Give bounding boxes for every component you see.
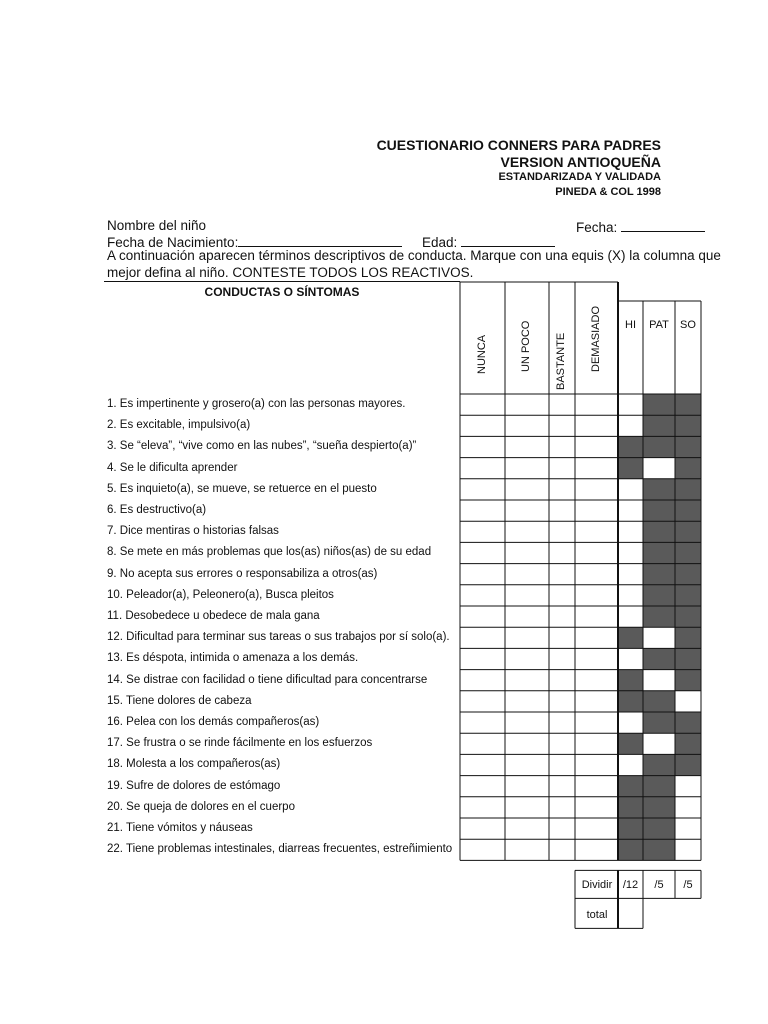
- divisor-col-so: /5: [683, 879, 693, 892]
- shaded-cell: [675, 648, 701, 669]
- item-row: 12. Dificultad para terminar sus tareas o sus trabajos por sí solo(a).: [107, 631, 450, 644]
- shaded-cell: [618, 776, 643, 797]
- item-row: 2. Es excitable, impulsivo(a): [107, 419, 251, 432]
- instructions-line-1: A continuación aparecen términos descriptivos de conducta. Marque con una equis (X) la columna que: [107, 248, 721, 263]
- shaded-cell: [618, 670, 643, 691]
- item-row: 11. Desobedece u obedece de mala gana: [107, 610, 320, 622]
- col-un-poco-header: UN POCO: [520, 320, 532, 372]
- shaded-cell: [643, 712, 675, 733]
- total-label: total: [586, 909, 608, 922]
- shaded-cell: [675, 712, 701, 733]
- item-row: 1. Es impertinente y grosero(a) con las personas mayores.: [107, 398, 406, 410]
- item-row: 5. Es inquieto(a), se mueve, se retuerce en el puesto: [107, 482, 377, 495]
- shaded-cell: [675, 733, 701, 754]
- shaded-cell: [618, 818, 643, 839]
- shaded-cell: [643, 606, 675, 627]
- col-so-header: SO: [680, 319, 696, 331]
- shaded-cell: [643, 394, 675, 415]
- shaded-cell: [675, 564, 701, 585]
- divisor-col-pat: /5: [654, 879, 664, 892]
- item-row: 20. Se queja de dolores en el cuerpo: [107, 800, 295, 813]
- shaded-cell: [618, 797, 643, 818]
- item-row: 17. Se frustra o se rinde fácilmente en los esfuerzos: [107, 737, 373, 750]
- shaded-cell: [643, 500, 675, 521]
- shaded-cell: [618, 458, 643, 479]
- shaded-cell: [618, 436, 643, 457]
- instructions-line-2: mejor defina al niño. CONTESTE TODOS LOS REACTIVOS.: [107, 265, 474, 280]
- item-row: 13. Es déspota, intimida o amenaza a los demás.: [107, 652, 359, 665]
- shaded-cell: [675, 415, 701, 436]
- shaded-cell: [643, 415, 675, 436]
- shaded-cell: [675, 585, 701, 606]
- shaded-cell: [643, 691, 675, 712]
- form-subtitle: VERSION ANTIOQUEÑA: [500, 154, 661, 170]
- shaded-cell: [675, 627, 701, 648]
- dividir-label: Dividir: [581, 879, 613, 892]
- item-row: 10. Peleador(a), Peleonero(a), Busca pleitos: [107, 588, 334, 601]
- col-hi-header: HI: [625, 319, 636, 331]
- shaded-cell: [643, 797, 675, 818]
- shaded-cell: [675, 500, 701, 521]
- shaded-cell: [643, 818, 675, 839]
- shaded-cell: [643, 648, 675, 669]
- shaded-cell: [618, 627, 643, 648]
- shaded-cell: [675, 436, 701, 457]
- col-bastante-header: BASTANTE: [555, 332, 567, 390]
- form-title: CUESTIONARIO CONNERS PARA PADRES: [376, 137, 661, 153]
- item-row: 6. Es destructivo(a): [107, 504, 207, 516]
- shaded-cell: [643, 521, 675, 542]
- col-demasiado-header: DEMASIADO: [589, 305, 602, 372]
- shaded-cell: [643, 564, 675, 585]
- shaded-cell: [675, 394, 701, 415]
- nombre-label: Nombre del niño: [107, 218, 207, 233]
- item-row: 22. Tiene problemas intestinales, diarreas frecuentes, estreñimiento: [107, 843, 453, 856]
- form-validation-note: ESTANDARIZADA Y VALIDADA: [498, 171, 661, 183]
- shaded-cell: [618, 839, 643, 860]
- item-row: 15. Tiene dolores de cabeza: [107, 694, 252, 707]
- shaded-cell: [643, 479, 675, 500]
- shaded-cell: [675, 542, 701, 563]
- section-title: CONDUCTAS O SÍNTOMAS: [104, 281, 460, 302]
- shaded-cell: [643, 585, 675, 606]
- nacimiento-label: Fecha de Nacimiento:: [107, 235, 239, 250]
- fecha-label: Fecha:: [576, 220, 618, 235]
- shaded-cell: [618, 691, 643, 712]
- item-row: 21. Tiene vómitos y náuseas: [107, 822, 253, 834]
- col-nunca-header: NUNCA: [475, 334, 488, 374]
- shaded-cell: [618, 733, 643, 754]
- item-row: 16. Pelea con los demás compañeros(as): [107, 716, 320, 728]
- item-row: 4. Se le dificulta aprender: [107, 461, 238, 474]
- item-row: 14. Se distrae con facilidad o tiene dificultad para concentrarse: [107, 673, 428, 686]
- shaded-cell: [675, 754, 701, 775]
- shaded-cell: [643, 776, 675, 797]
- edad-label: Edad:: [422, 235, 458, 250]
- item-row: 18. Molesta a los compañeros(as): [107, 758, 281, 771]
- shaded-cell: [643, 754, 675, 775]
- shaded-cell: [675, 479, 701, 500]
- shaded-cell: [675, 670, 701, 691]
- col-pat-header: PAT: [649, 319, 669, 331]
- shaded-cell: [643, 839, 675, 860]
- item-row: 7. Dice mentiras o historias falsas: [107, 525, 279, 538]
- item-row: 3. Se “eleva”, “vive como en las nubes”, “sueña despierto(a)”: [107, 440, 417, 453]
- shaded-cell: [675, 458, 701, 479]
- item-row: 19. Sufre de dolores de estómago: [107, 779, 281, 792]
- shaded-cell: [643, 542, 675, 563]
- shaded-cell: [643, 436, 675, 457]
- shaded-cell: [675, 606, 701, 627]
- divisor-col-hi: /12: [622, 879, 639, 892]
- item-row: 8. Se mete en más problemas que los(as) niños(as) de su edad: [107, 546, 432, 559]
- item-row: 9. No acepta sus errores o responsabiliza a otros(as): [107, 567, 378, 580]
- shaded-cell: [675, 521, 701, 542]
- form-authors: PINEDA & COL 1998: [555, 186, 661, 198]
